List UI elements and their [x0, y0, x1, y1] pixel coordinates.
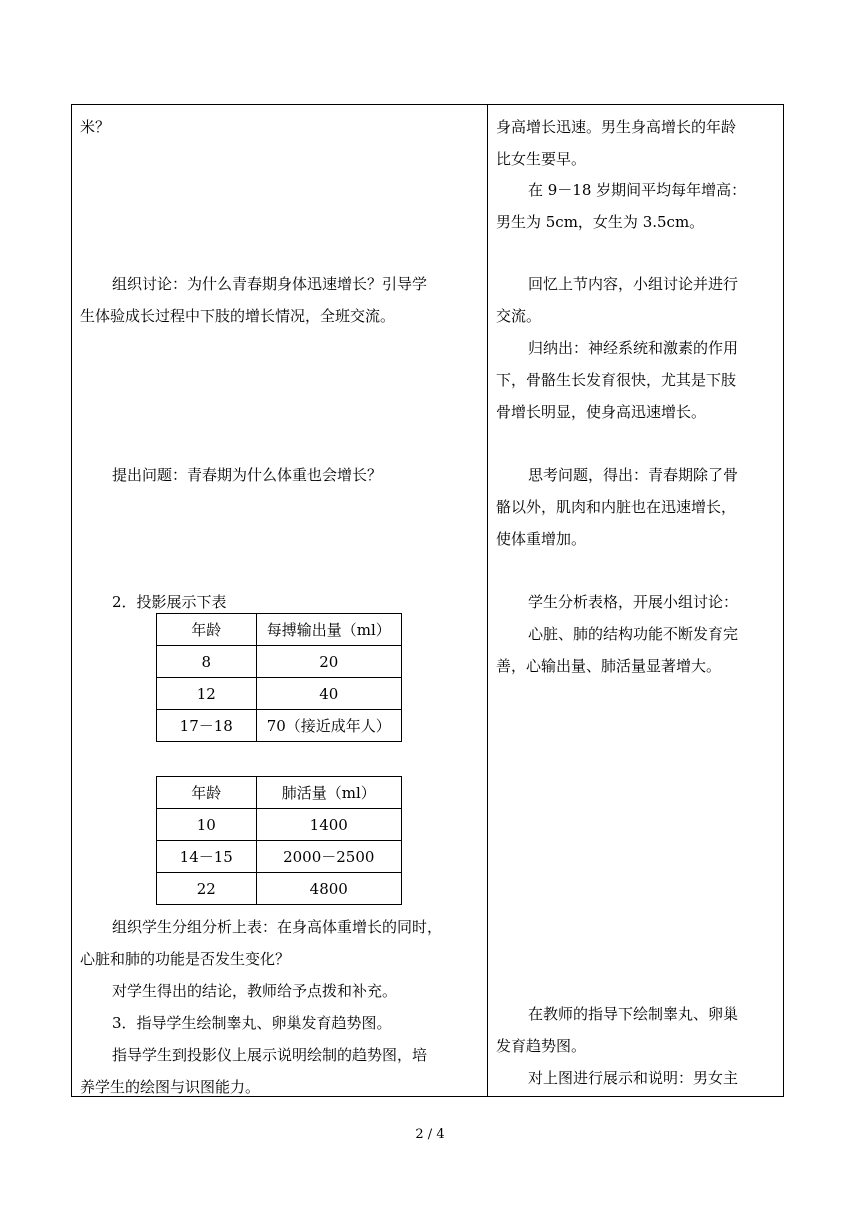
column-divider: [487, 104, 488, 1097]
right-text-5a: 思考问题，得出：青春期除了骨: [528, 466, 739, 484]
table-row: [157, 809, 402, 841]
table-row: [157, 841, 402, 873]
left-text-5b: 心脏和肺的功能是否发生变化？: [80, 950, 291, 968]
table-row: [157, 646, 402, 678]
table-header: 年龄: [157, 777, 257, 809]
output-table: [156, 613, 402, 742]
right-text-2b: 男生为 5cm，女生为 3.5cm。: [496, 213, 705, 231]
left-text-1: 米？: [80, 118, 111, 136]
right-text-4b: 下，骨骼生长发育很快，尤其是下肢: [496, 371, 737, 389]
right-text-6b: 心脏、肺的结构功能不断发育完: [528, 625, 739, 643]
table-cell: 40: [256, 678, 401, 710]
right-text-8: 对上图进行展示和说明：男女主: [528, 1069, 739, 1087]
table-cell: 4800: [256, 873, 401, 905]
table-cell: 22: [157, 873, 257, 905]
table-header: 年龄: [157, 614, 257, 646]
right-text-6c: 善，心输出量、肺活量显著增大。: [496, 657, 722, 675]
table-row: [157, 873, 402, 905]
table-cell: 1400: [256, 809, 401, 841]
left-text-7: 3．指导学生绘制睾丸、卵巢发育趋势图。: [112, 1014, 392, 1032]
left-text-6: 对学生得出的结论，教师给予点拨和补充。: [112, 982, 398, 1000]
right-text-3a: 回忆上节内容，小组讨论并进行: [528, 275, 739, 293]
right-text-2a: 在 9－18 岁期间平均每年增高：: [528, 181, 747, 199]
right-text-1b: 比女生要早。: [496, 150, 587, 168]
table-row: [157, 777, 402, 809]
right-text-7a: 在教师的指导下绘制睾丸、卵巢: [528, 1005, 739, 1023]
left-text-5a: 组织学生分组分析上表：在身高体重增长的同时，: [112, 918, 443, 936]
left-text-8a: 指导学生到投影仪上展示说明绘制的趋势图，培: [112, 1046, 428, 1064]
table-cell: 12: [157, 678, 257, 710]
right-text-1a: 身高增长迅速。男生身高增长的年龄: [496, 118, 737, 136]
lung-capacity-table: [156, 776, 402, 905]
right-text-3b: 交流。: [496, 307, 542, 325]
table-cell: 20: [256, 646, 401, 678]
right-text-7b: 发育趋势图。: [496, 1037, 587, 1055]
table-cell: 8: [157, 646, 257, 678]
table-row: [157, 614, 402, 646]
right-text-5c: 使体重增加。: [496, 530, 587, 548]
right-text-4c: 骨增长明显，使身高迅速增长。: [496, 403, 707, 421]
right-text-6a: 学生分析表格，开展小组讨论：: [528, 593, 739, 611]
table-cell: 17－18: [157, 710, 257, 742]
table-header: 每搏输出量（ml）: [256, 614, 401, 646]
table-row: [157, 710, 402, 742]
left-text-2a: 组织讨论：为什么青春期身体迅速增长？引导学: [112, 275, 428, 293]
table-cell: 2000－2500: [256, 841, 401, 873]
left-text-2b: 生体验成长过程中下肢的增长情况，全班交流。: [80, 307, 396, 325]
table-cell: 10: [157, 809, 257, 841]
table-cell: 14－15: [157, 841, 257, 873]
page-number: 2 / 4: [415, 1127, 445, 1142]
left-text-4: 2．投影展示下表: [112, 593, 227, 611]
left-text-8b: 养学生的绘图与识图能力。: [80, 1078, 261, 1096]
table-row: [157, 678, 402, 710]
table-header: 肺活量（ml）: [256, 777, 401, 809]
right-text-4a: 归纳出：神经系统和激素的作用: [528, 339, 739, 357]
left-text-3: 提出问题：青春期为什么体重也会增长？: [112, 466, 383, 484]
table-cell: 70（接近成年人）: [256, 710, 401, 742]
right-text-5b: 骼以外，肌肉和内脏也在迅速增长，: [496, 498, 737, 516]
